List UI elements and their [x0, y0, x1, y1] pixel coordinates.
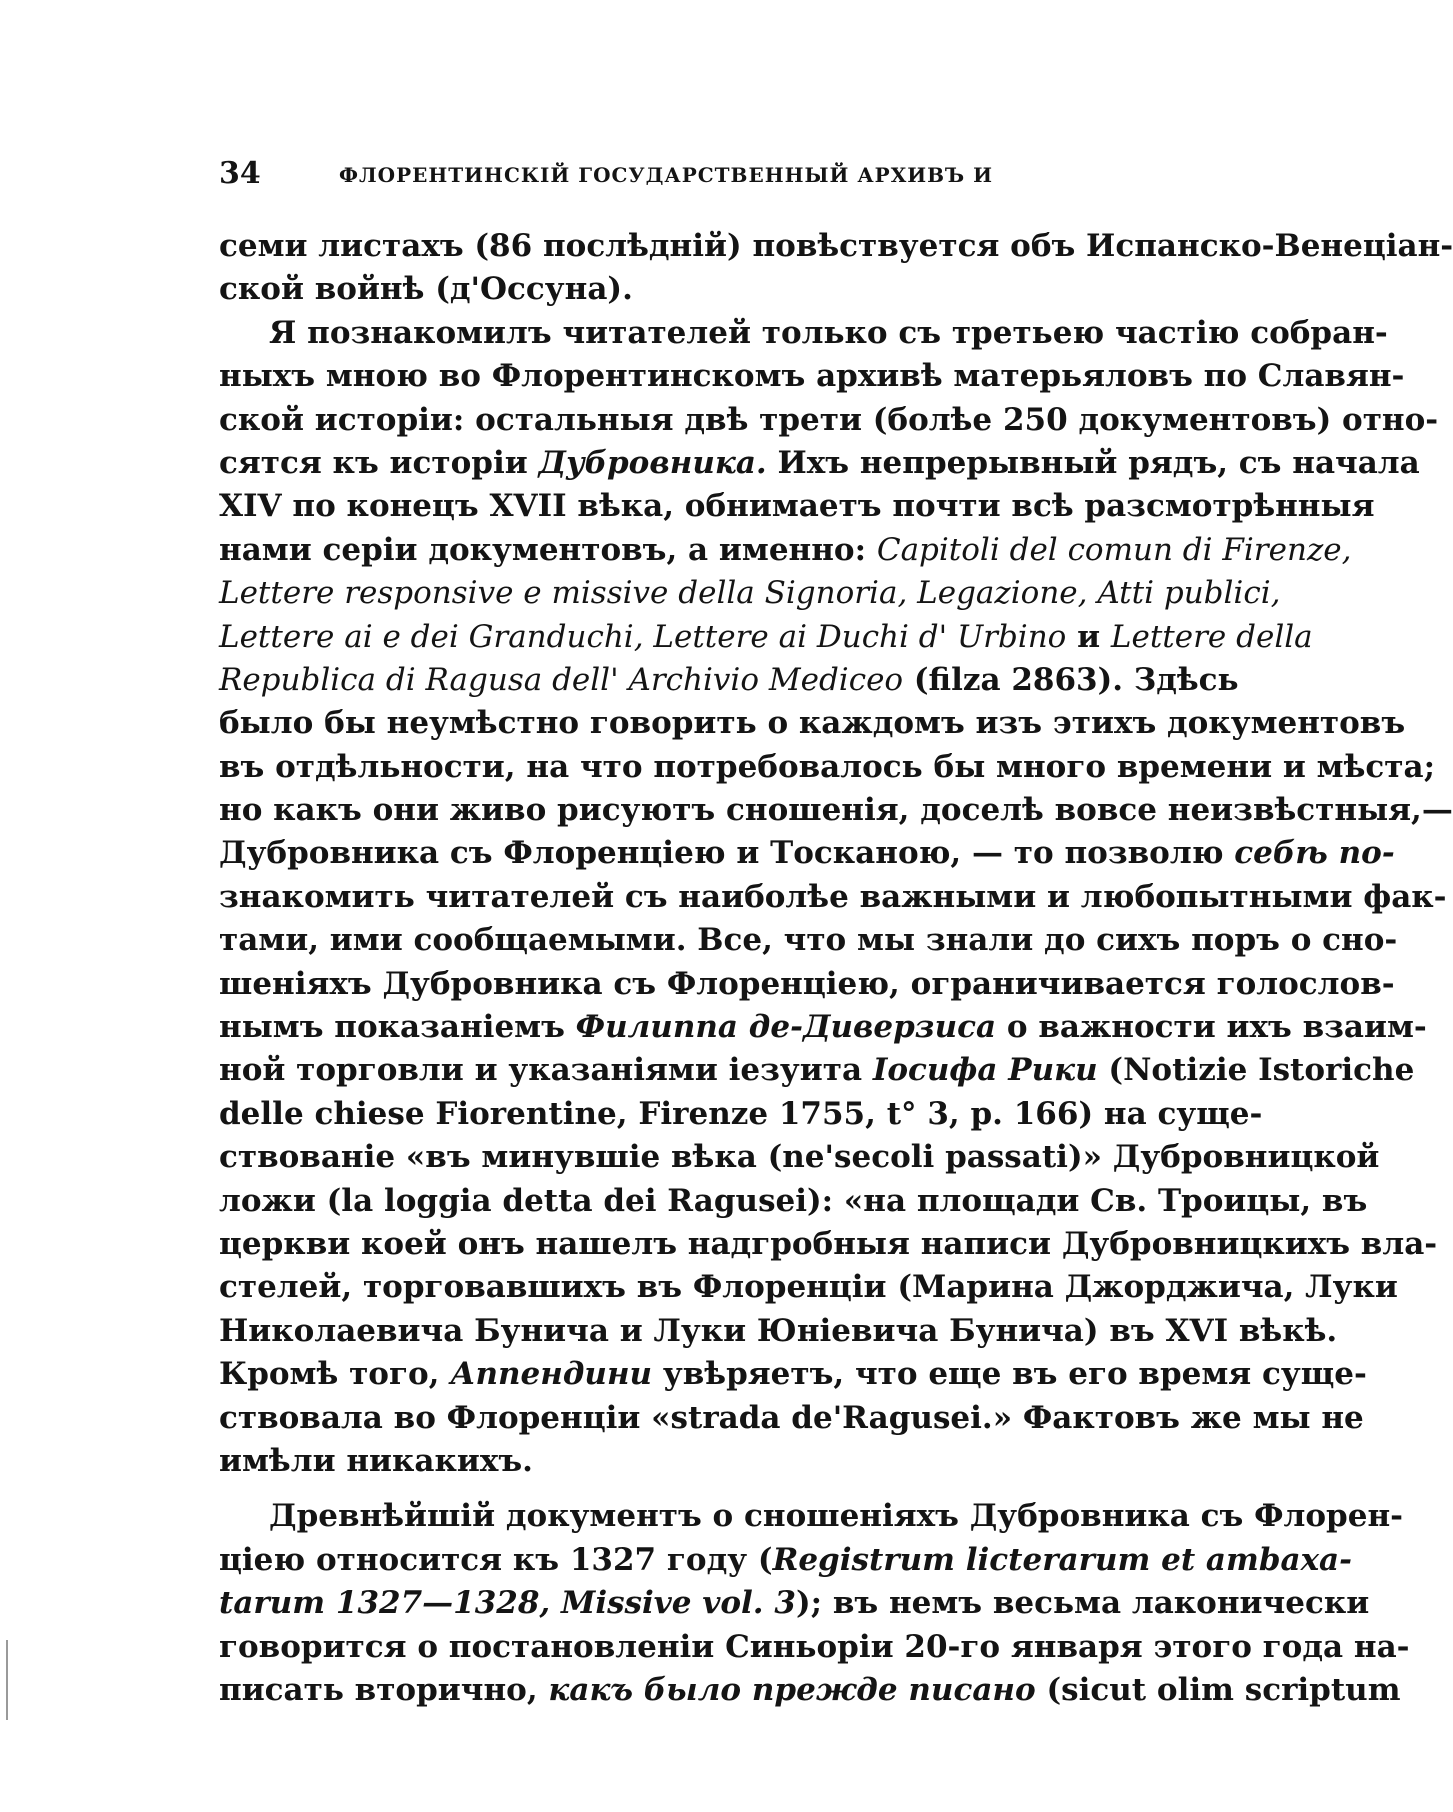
text-segment: ной торговли и указаніями іезуита — [219, 1052, 873, 1089]
text-line — [219, 1440, 1069, 1483]
text-line — [219, 1093, 1263, 1136]
paragraph — [219, 1495, 1410, 1712]
text-line — [219, 1539, 1353, 1582]
text-line — [219, 225, 1453, 268]
text-segment: сятся къ исторіи — [219, 444, 539, 481]
text-segment: ложи (la loggia detta dei Ragusei): «на площади Св. Троицы, въ — [219, 1182, 1368, 1219]
text-line — [219, 1049, 1415, 1092]
text-line — [219, 268, 1069, 311]
text-segment: семи листахъ (86 послѣдній) повѣствуется объ Испанско-Венеціан- — [219, 228, 1453, 264]
text-line — [219, 1397, 1364, 1440]
page-number: 34 — [219, 156, 261, 191]
text-line — [219, 1136, 1380, 1179]
text-segment: было бы неумѣстно говорить о каждомъ изъ этихъ документовъ — [219, 705, 1406, 742]
text-segment: XIV по конецъ XVII вѣка, обнимаетъ почти всѣ разсмотрѣнныя — [219, 488, 1375, 525]
text-segment: Lettere della — [1110, 618, 1313, 655]
text-line — [219, 1006, 1427, 1049]
text-segment: тами, ими сообщаемыми. Все, что мы знали до сихъ поръ о сно- — [219, 922, 1398, 959]
text-segment: Capitoli del comun di Firenze, — [876, 531, 1352, 568]
text-segment: Republica di Ragusa dell' Archivio Mediceo — [219, 661, 904, 698]
text-segment: писать вторично, — [219, 1671, 549, 1708]
text-line — [219, 1626, 1410, 1669]
text-line — [219, 572, 1281, 615]
text-segment: Lettere responsive e missive della Signoria, Legazione, Atti publici, — [219, 575, 1281, 612]
text-segment: церкви коей онъ нашелъ надгробныя написи Дубровницкихъ вла- — [219, 1225, 1438, 1262]
text-segment: tarum 1327—1328, Missive vol. 3 — [219, 1585, 796, 1622]
text-segment: (filza 2863). Здѣсь — [903, 661, 1239, 698]
text-segment: Кромѣ того, — [219, 1356, 451, 1393]
text-segment: Филиппа де-Диверзиса — [575, 1009, 997, 1046]
text-segment: нами серіи документовъ, а именно: — [219, 531, 877, 568]
text-segment: нымъ показаніемъ — [219, 1009, 576, 1046]
text-line — [219, 442, 1420, 485]
text-line — [219, 399, 1439, 442]
text-segment: ныхъ мною во Флорентинскомъ архивѣ матерьяловъ по Славян- — [219, 358, 1405, 395]
text-segment: Іосифа Рики — [872, 1052, 1098, 1089]
text-segment: знакомить читателей съ наиболѣе важными и любопытными фак- — [219, 878, 1447, 915]
running-title: ФЛОРЕНТИНСКІЙ ГОСУДАРСТВЕННЫЙ АРХИВЪ И — [339, 163, 994, 187]
text-line — [219, 312, 1388, 355]
text-segment: Дубровника съ Флоренціею и Тосканою, — то позволю — [219, 835, 1235, 872]
body-text — [219, 225, 1453, 1712]
text-line — [219, 1353, 1367, 1396]
text-line — [219, 1669, 1401, 1712]
text-segment: Николаевича Бунича и Луки Юніевича Бунича) въ XVI вѣкѣ. — [219, 1312, 1338, 1349]
scan-edge-mark — [6, 1640, 8, 1720]
page-header — [219, 154, 1069, 194]
text-line — [219, 1495, 1403, 1538]
text-line — [219, 746, 1436, 789]
text-segment: говорится о постановленіи Синьоріи 20-го января этого года на- — [219, 1628, 1410, 1665]
text-segment: увѣряетъ, что еще въ его время суще- — [652, 1356, 1367, 1393]
text-segment: ской войнѣ (д'Оссуна). — [219, 271, 633, 308]
text-segment: какъ было прежде писано — [548, 1671, 1036, 1708]
text-segment: Дубровника. — [538, 444, 767, 481]
paragraph — [219, 225, 1453, 312]
text-segment: въ отдѣльности, на что потребовалось бы много времени и мѣста; — [219, 748, 1436, 785]
text-segment: себѣ по- — [1234, 835, 1395, 872]
text-line — [219, 832, 1395, 875]
text-segment: о важности ихъ взаим- — [996, 1009, 1427, 1046]
text-line — [219, 1310, 1338, 1353]
text-segment: ской исторіи: остальныя двѣ трети (болѣе 250 документовъ) отно- — [219, 401, 1439, 438]
text-segment: Я познакомилъ читателей только съ третьею частію собран- — [269, 314, 1388, 351]
text-segment: Lettere ai e dei Granduchi, Lettere ai Duchi d' Urbino — [219, 618, 1067, 655]
text-segment: Аппендини — [450, 1356, 653, 1393]
text-segment: и — [1066, 618, 1111, 655]
text-segment: ); въ немъ весьма лаконически — [795, 1585, 1370, 1622]
text-line — [219, 702, 1406, 745]
text-segment: шеніяхъ Дубровника съ Флоренціею, ограничивается голослов- — [219, 965, 1395, 1002]
text-line — [219, 616, 1313, 659]
text-line — [219, 529, 1352, 572]
text-segment: но какъ они живо рисуютъ сношенія, доселѣ вовсе неизвѣстныя,— — [219, 792, 1453, 829]
text-line — [219, 1582, 1370, 1625]
text-line — [219, 876, 1447, 919]
text-segment: (Notizie Istoriche — [1097, 1052, 1415, 1089]
text-segment: имѣли никакихъ. — [219, 1442, 533, 1479]
paragraph — [219, 312, 1453, 1484]
text-line — [219, 355, 1405, 398]
text-segment: ствованіе «въ минувшіе вѣка (ne'secoli passati)» Дубровницкой — [219, 1139, 1380, 1176]
text-line — [219, 1223, 1438, 1266]
text-segment: Registrum licterarum et ambaxa- — [772, 1541, 1353, 1578]
text-line — [219, 789, 1453, 832]
text-segment: (sicut olim scriptum — [1035, 1671, 1401, 1708]
text-segment: Ихъ непрерывный рядъ, съ начала — [766, 444, 1420, 481]
text-line — [219, 659, 1239, 702]
text-segment: ствовала во Флоренціи «strada de'Ragusei.» Фактовъ же мы не — [219, 1399, 1364, 1436]
text-line — [219, 963, 1395, 1006]
text-line — [219, 485, 1375, 528]
text-segment: ціею относится къ 1327 году ( — [219, 1541, 773, 1578]
text-segment: Древнѣйшій документъ о сношеніяхъ Дубровника съ Флорен- — [269, 1498, 1403, 1535]
paragraph-gap — [219, 1483, 1069, 1495]
text-segment: delle chiese Fiorentine, Firenze 1755, t° 3, p. 166) на суще- — [219, 1095, 1263, 1132]
text-line — [219, 919, 1398, 962]
text-line — [219, 1180, 1368, 1223]
text-line — [219, 1266, 1398, 1309]
text-segment: стелей, торговавшихъ въ Флоренціи (Марина Джорджича, Луки — [219, 1269, 1398, 1306]
